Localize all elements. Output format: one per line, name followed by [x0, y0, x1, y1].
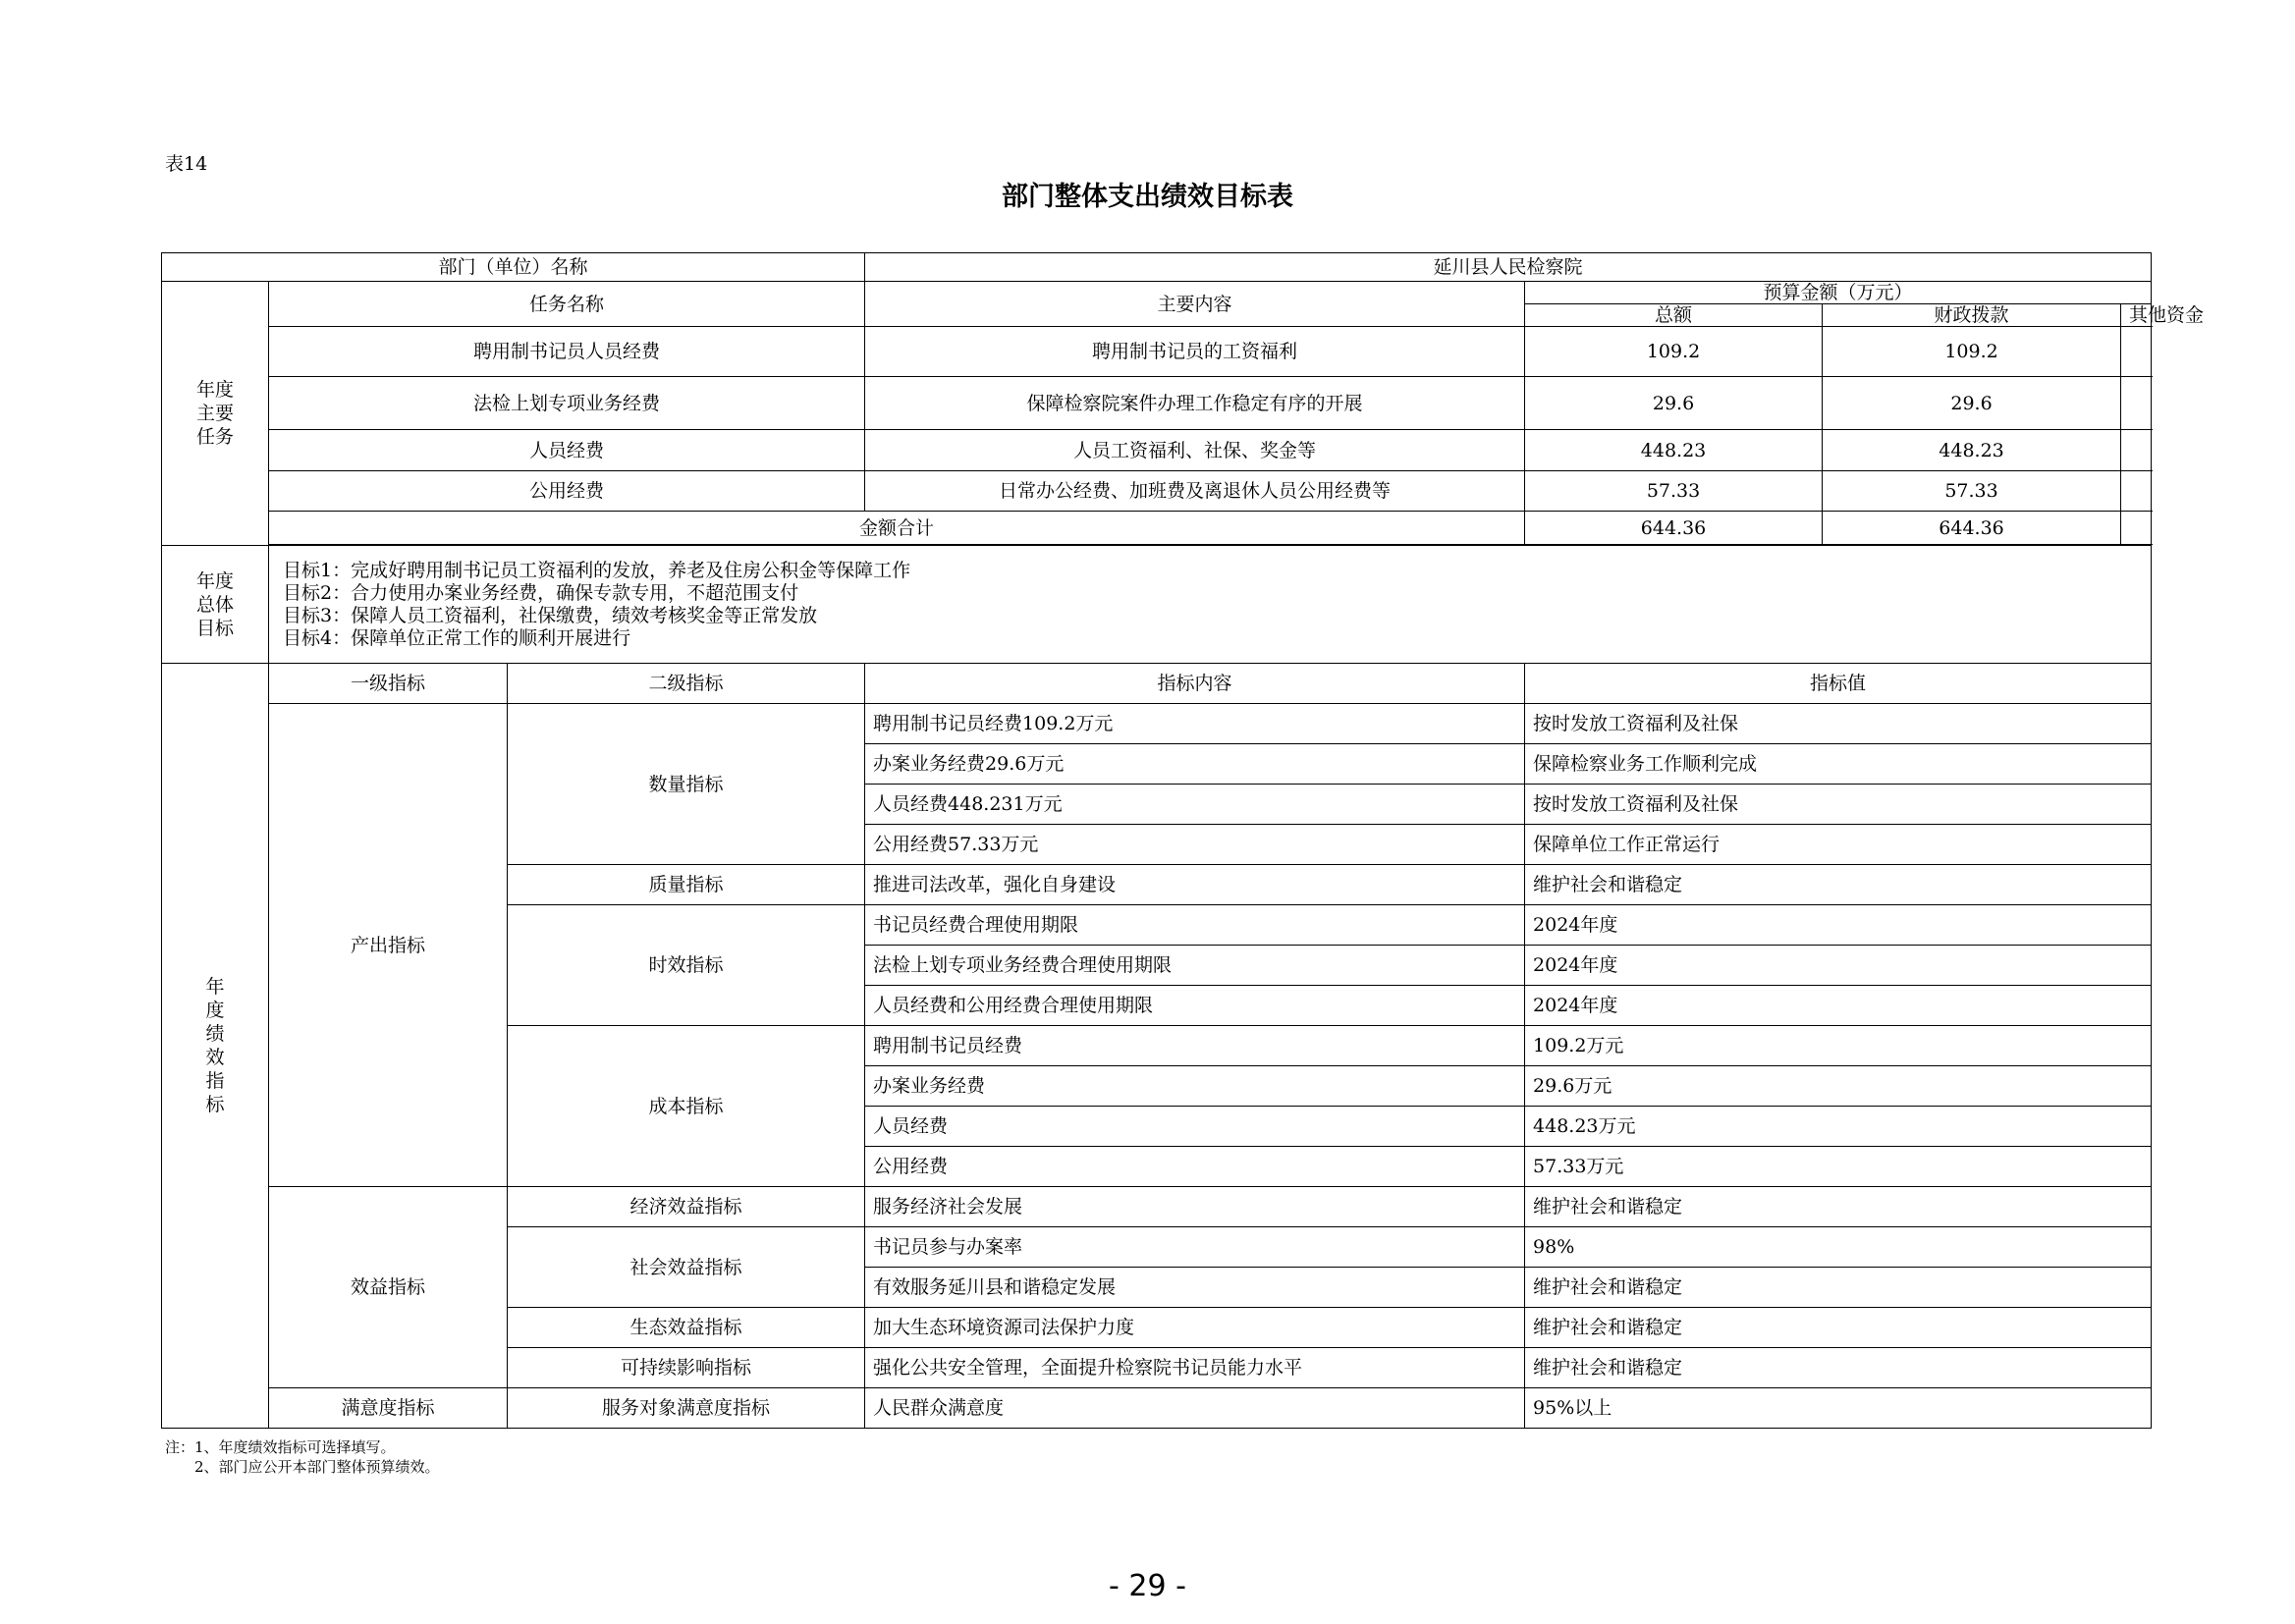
task-total: 57.33 [1525, 471, 1823, 512]
indicator-content: 公用经费57.33万元 [865, 825, 1525, 865]
annual-tasks-section-label: 年度 主要 任务 [162, 282, 269, 546]
indicator-value: 109.2万元 [1525, 1026, 2152, 1066]
indicator-value: 98% [1525, 1227, 2152, 1268]
annual-goals-section-label: 年度 总体 目标 [162, 546, 269, 664]
dept-name: 延川县人民检察院 [865, 253, 2152, 282]
task-name: 聘用制书记员人员经费 [269, 327, 865, 377]
performance-section-label: 年 度 绩 效 指 标 [162, 664, 269, 1429]
indicator-content: 聘用制书记员经费 [865, 1026, 1525, 1066]
indicator-content: 推进司法改革，强化自身建设 [865, 865, 1525, 905]
task-name: 公用经费 [269, 471, 865, 512]
indicator-value: 2024年度 [1525, 905, 2152, 946]
indicator-value: 按时发放工资福利及社保 [1525, 704, 2152, 744]
level2-sustainable: 可持续影响指标 [508, 1348, 865, 1388]
task-name: 法检上划专项业务经费 [269, 377, 865, 430]
indicator-value: 448.23万元 [1525, 1107, 2152, 1147]
indicator-row [162, 1388, 2152, 1429]
task-fiscal: 29.6 [1823, 377, 2121, 430]
task-other [2121, 471, 2152, 512]
task-content: 聘用制书记员的工资福利 [865, 327, 1525, 377]
task-fiscal: 448.23 [1823, 430, 2121, 471]
tasks-header-row [162, 282, 2152, 304]
indicator-content: 强化公共安全管理，全面提升检察院书记员能力水平 [865, 1348, 1525, 1388]
level2-quantity: 数量指标 [508, 704, 865, 865]
task-total: 448.23 [1525, 430, 1823, 471]
page-title: 部门整体支出绩效目标表 [1002, 182, 1293, 212]
indicator-content: 公用经费 [865, 1147, 1525, 1187]
indicator-row [162, 704, 2152, 744]
task-row [162, 327, 2152, 377]
goal-line: 目标1：完成好聘用制书记员工资福利的发放，养老及住房公积金等保障工作 [283, 559, 911, 581]
task-content: 人员工资福利、社保、奖金等 [865, 430, 1525, 471]
indicator-content: 办案业务经费29.6万元 [865, 744, 1525, 785]
header-indicator-value: 指标值 [1525, 664, 2152, 704]
footnotes [165, 1437, 440, 1477]
footnote-2: 2、部门应公开本部门整体预算绩效。 [194, 1458, 440, 1476]
indicator-content: 人员经费 [865, 1107, 1525, 1147]
indicator-value: 95%以上 [1525, 1388, 2152, 1429]
perf-header-row [162, 664, 2152, 704]
level2-cost: 成本指标 [508, 1026, 865, 1187]
goals-row [162, 546, 2152, 664]
task-total: 29.6 [1525, 377, 1823, 430]
task-row [162, 377, 2152, 430]
level1-satisfaction: 满意度指标 [269, 1388, 508, 1429]
indicator-content: 加大生态环境资源司法保护力度 [865, 1308, 1525, 1348]
task-name: 人员经费 [269, 430, 865, 471]
task-total: 109.2 [1525, 327, 1823, 377]
indicator-content: 法检上划专项业务经费合理使用期限 [865, 946, 1525, 986]
level2-quality: 质量指标 [508, 865, 865, 905]
level2-timeliness: 时效指标 [508, 905, 865, 1026]
header-budget: 预算金额（万元） [1525, 282, 2152, 304]
table-number: 表14 [165, 153, 208, 175]
task-content: 日常办公经费、加班费及离退休人员公用经费等 [865, 471, 1525, 512]
sum-fiscal: 644.36 [1823, 512, 2121, 545]
task-other [2121, 377, 2152, 430]
indicator-content: 书记员参与办案率 [865, 1227, 1525, 1268]
header-fiscal: 财政拨款 [1823, 304, 2121, 327]
indicator-value: 维护社会和谐稳定 [1525, 865, 2152, 905]
indicator-row [162, 1187, 2152, 1227]
sum-total: 644.36 [1525, 512, 1823, 545]
header-level2: 二级指标 [508, 664, 865, 704]
indicator-value: 2024年度 [1525, 986, 2152, 1026]
level2-social: 社会效益指标 [508, 1227, 865, 1308]
header-indicator-content: 指标内容 [865, 664, 1525, 704]
dept-row [162, 253, 2152, 282]
sum-other [2121, 512, 2152, 545]
indicator-value: 维护社会和谐稳定 [1525, 1187, 2152, 1227]
indicator-content: 书记员经费合理使用期限 [865, 905, 1525, 946]
dept-label: 部门（单位）名称 [162, 253, 865, 282]
level2-service-satisfaction: 服务对象满意度指标 [508, 1388, 865, 1429]
indicator-content: 人民群众满意度 [865, 1388, 1525, 1429]
indicator-value: 维护社会和谐稳定 [1525, 1268, 2152, 1308]
sum-row [162, 512, 2152, 545]
indicator-content: 人员经费448.231万元 [865, 785, 1525, 825]
task-fiscal: 57.33 [1823, 471, 2121, 512]
indicator-content: 服务经济社会发展 [865, 1187, 1525, 1227]
annual-goals-text [269, 546, 2152, 664]
indicator-value: 维护社会和谐稳定 [1525, 1308, 2152, 1348]
header-main-content: 主要内容 [865, 282, 1525, 327]
indicator-value: 2024年度 [1525, 946, 2152, 986]
goal-line: 目标2：合力使用办案业务经费，确保专款专用，不超范围支付 [283, 581, 799, 604]
level2-economic: 经济效益指标 [508, 1187, 865, 1227]
task-other [2121, 327, 2152, 377]
indicator-value: 29.6万元 [1525, 1066, 2152, 1107]
goal-line: 目标3：保障人员工资福利，社保缴费，绩效考核奖金等正常发放 [283, 604, 818, 626]
sum-label: 金额合计 [269, 512, 1525, 545]
task-other [2121, 430, 2152, 471]
level1-output: 产出指标 [269, 704, 508, 1187]
indicator-content: 聘用制书记员经费109.2万元 [865, 704, 1525, 744]
level1-benefit: 效益指标 [269, 1187, 508, 1388]
level2-ecological: 生态效益指标 [508, 1308, 865, 1348]
task-row [162, 430, 2152, 471]
header-other: 其他资金 [2121, 304, 2152, 327]
indicator-content: 办案业务经费 [865, 1066, 1525, 1107]
indicator-content: 有效服务延川县和谐稳定发展 [865, 1268, 1525, 1308]
page-number: - 29 - [1109, 1569, 1186, 1603]
footnote-1: 注：1、年度绩效指标可选择填写。 [165, 1438, 396, 1456]
indicator-content: 人员经费和公用经费合理使用期限 [865, 986, 1525, 1026]
task-row [162, 471, 2152, 512]
goal-line: 目标4：保障单位正常工作的顺利开展进行 [283, 626, 631, 649]
indicator-value: 57.33万元 [1525, 1147, 2152, 1187]
indicator-value: 保障单位工作正常运行 [1525, 825, 2152, 865]
performance-goals-table [161, 252, 2205, 1429]
header-level1: 一级指标 [269, 664, 508, 704]
task-fiscal: 109.2 [1823, 327, 2121, 377]
header-task-name: 任务名称 [269, 282, 865, 327]
indicator-value: 保障检察业务工作顺利完成 [1525, 744, 2152, 785]
indicator-value: 按时发放工资福利及社保 [1525, 785, 2152, 825]
header-total: 总额 [1525, 304, 1823, 327]
task-content: 保障检察院案件办理工作稳定有序的开展 [865, 377, 1525, 430]
indicator-value: 维护社会和谐稳定 [1525, 1348, 2152, 1388]
